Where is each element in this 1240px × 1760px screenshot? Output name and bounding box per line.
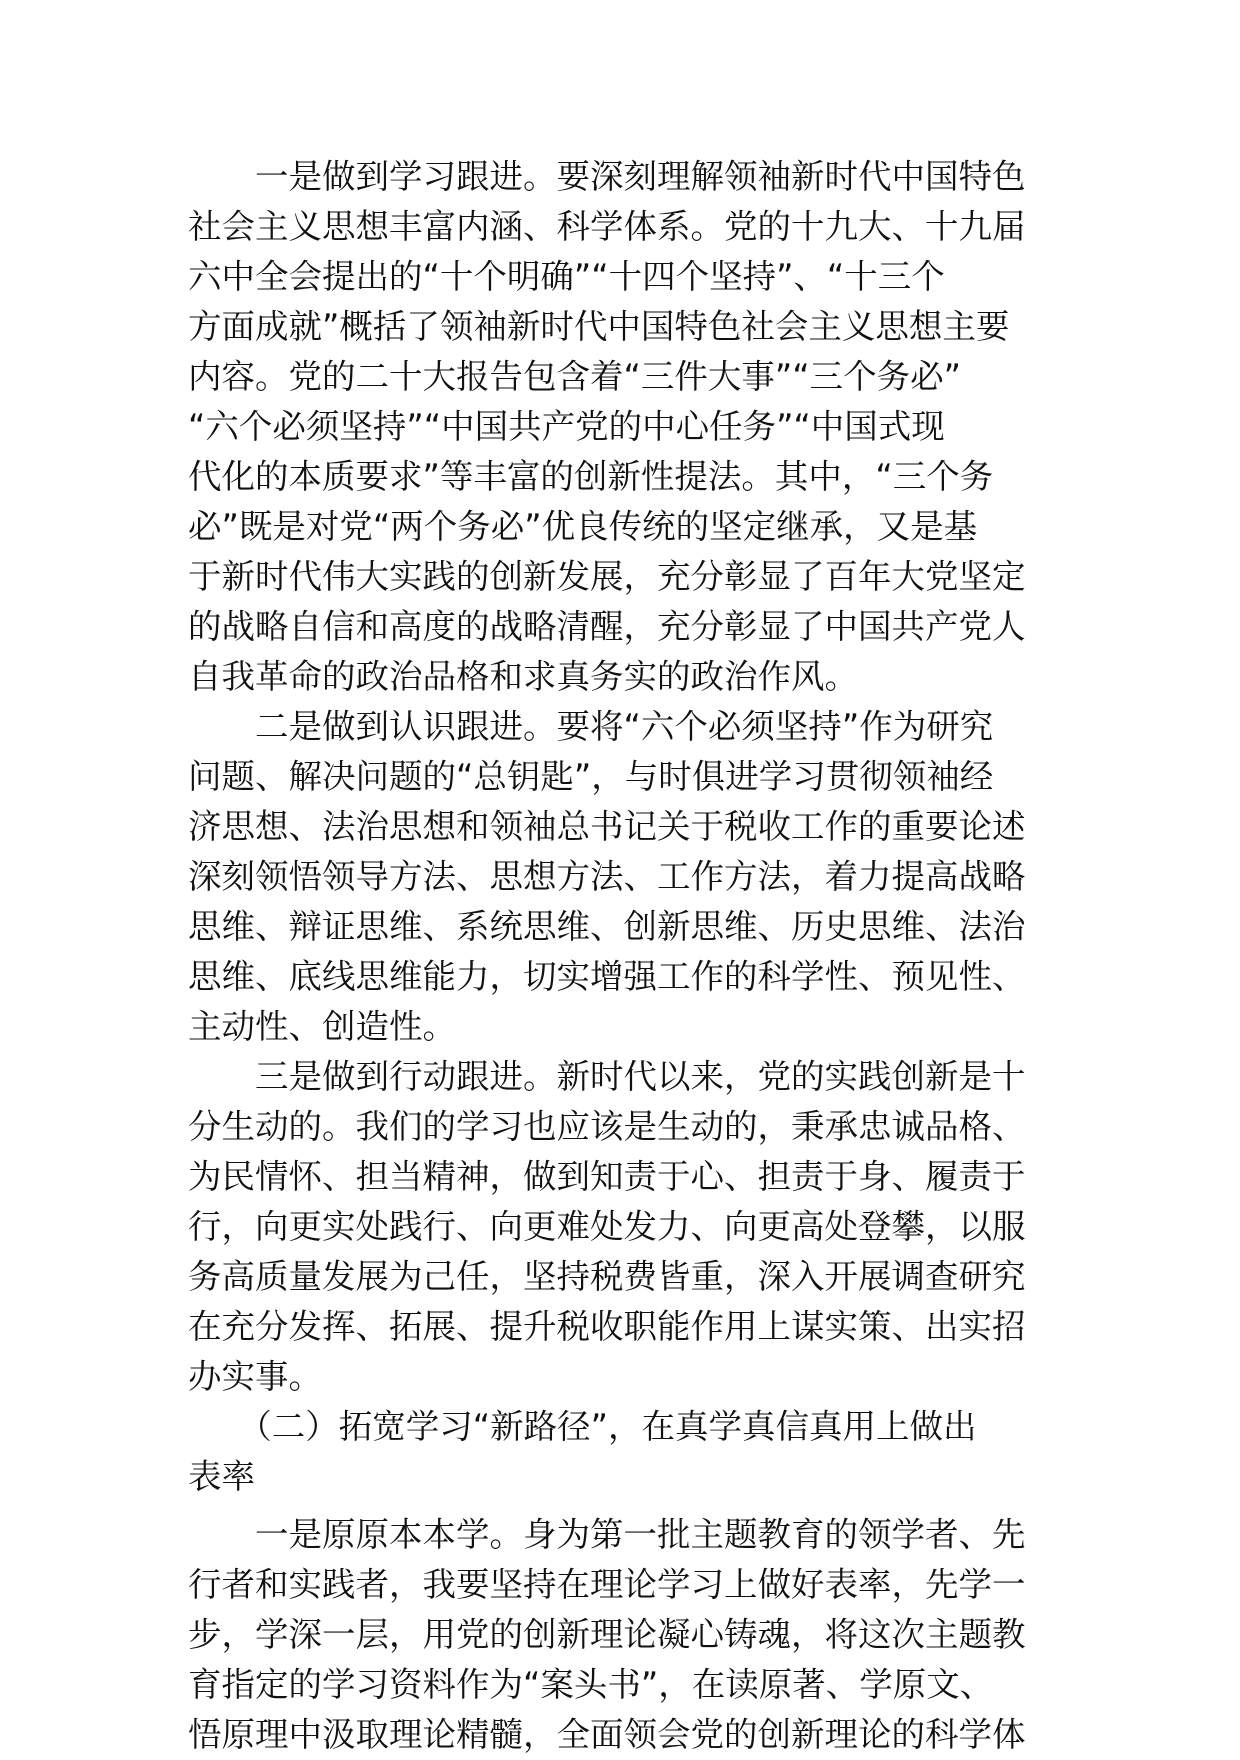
text-line: 行，向更实处践行、向更难处发力、向更高处登攀，以服 — [188, 1207, 1026, 1246]
text-line: 自我革命的政治品格和求真务实的政治作风。 — [188, 657, 858, 696]
text-line: 问题、解决问题的“总钥匙”，与时俱进学习贯彻领袖经 — [188, 757, 994, 796]
text-line: 务高质量发展为己任，坚持税费皆重，深入开展调查研究 — [188, 1257, 1026, 1296]
text-line: 分生动的。我们的学习也应该是生动的，秉承忠诚品格、 — [188, 1107, 1026, 1146]
text-line: 育指定的学习资料作为“案头书”，在读原著、学原文、 — [188, 1665, 994, 1704]
text-line: 步，学深一层，用党的创新理论凝心铸魂，将这次主题教 — [188, 1615, 1026, 1654]
text-line: 必”既是对党“两个务必”优良传统的坚定继承，又是基 — [188, 507, 978, 546]
text-line: 济思想、法治思想和领袖总书记关于税收工作的重要论述 — [188, 807, 1026, 846]
text-line: 六中全会提出的“十个明确”“十四个坚持”、“十三个 — [188, 257, 945, 296]
text-line: 二是做到认识跟进。要将“六个必须坚持”作为研究 — [188, 707, 994, 746]
text-line: 行者和实践者，我要坚持在理论学习上做好表率，先学一 — [188, 1565, 1026, 1604]
text-line: 深刻领悟领导方法、思想方法、工作方法，着力提高战略 — [188, 857, 1026, 896]
text-line: 思维、辩证思维、系统思维、创新思维、历史思维、法治 — [188, 907, 1026, 946]
heading-line: 表率 — [188, 1457, 255, 1496]
paragraph-2 — [188, 702, 1060, 1052]
text-line: 一是原原本本学。身为第一批主题教育的领学者、先 — [188, 1515, 1026, 1554]
text-line: 代化的本质要求”等丰富的创新性提法。其中，“三个务 — [188, 457, 994, 496]
text-line: 在充分发挥、拓展、提升税收职能作用上谋实策、出实招 — [188, 1307, 1026, 1346]
text-line: 主动性、创造性。 — [188, 1007, 456, 1046]
text-line: 于新时代伟大实践的创新发展，充分彰显了百年大党坚定 — [188, 557, 1026, 596]
text-line: 的战略自信和高度的战略清醒，充分彰显了中国共产党人 — [188, 607, 1026, 646]
text-line: 为民情怀、担当精神，做到知责于心、担责于身、履责于 — [188, 1157, 1026, 1196]
paragraph-1 — [188, 152, 1060, 702]
text-line: 思维、底线思维能力，切实增强工作的科学性、预见性、 — [188, 957, 1026, 996]
paragraph-4 — [188, 1510, 1060, 1760]
paragraph-3 — [188, 1052, 1060, 1402]
text-line: 社会主义思想丰富内涵、科学体系。党的十九大、十九届 — [188, 207, 1026, 246]
text-line: 三是做到行动跟进。新时代以来，党的实践创新是十 — [188, 1057, 1026, 1096]
text-line: 方面成就”概括了领袖新时代中国特色社会主义思想主要 — [188, 307, 1010, 346]
section-heading — [188, 1402, 1060, 1502]
text-line: 悟原理中汲取理论精髓，全面领会党的创新理论的科学体 — [188, 1715, 1026, 1754]
text-line: 办实事。 — [188, 1357, 322, 1396]
text-line: 一是做到学习跟进。要深刻理解领袖新时代中国特色 — [188, 157, 1026, 196]
text-line: 内容。党的二十大报告包含着“三件大事”“三个务必” — [188, 357, 961, 396]
document-body — [188, 152, 1060, 1760]
text-line: “六个必须坚持”“中国共产党的中心任务”“中国式现 — [188, 407, 945, 446]
heading-line: （二）拓宽学习“新路径”，在真学真信真用上做出 — [188, 1407, 977, 1446]
